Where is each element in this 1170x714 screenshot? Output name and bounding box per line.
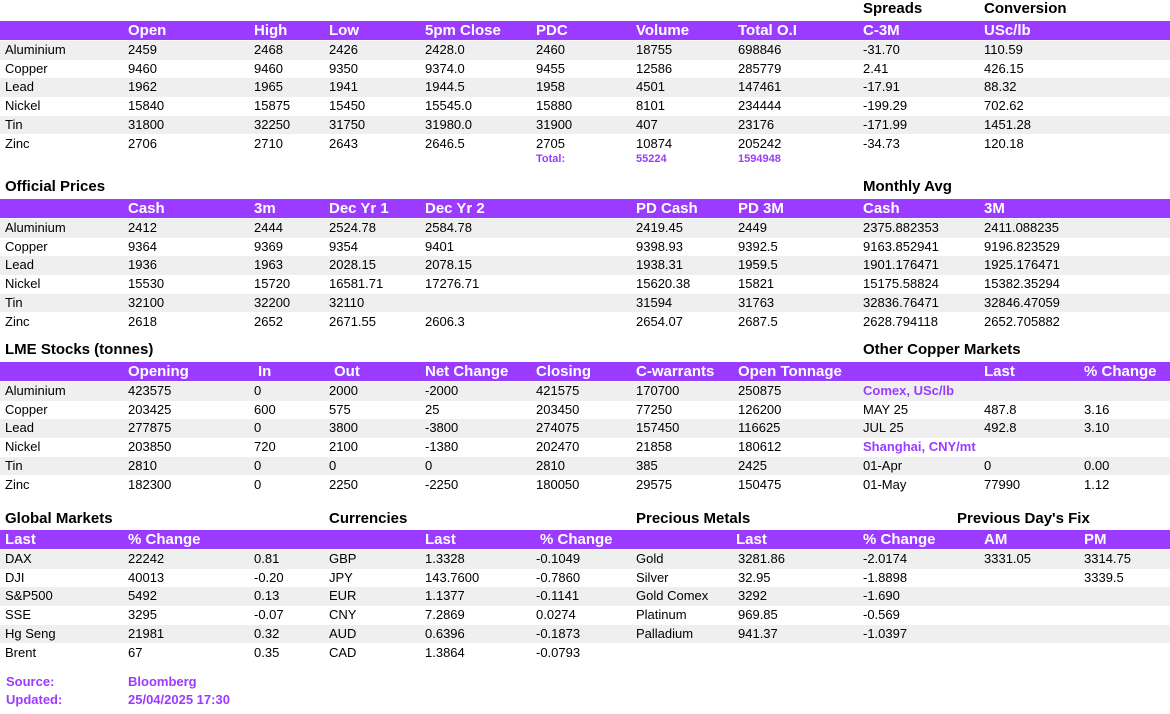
table-cell: 110.59 [984, 42, 1023, 57]
column-header: 3m [254, 200, 276, 217]
table-cell: 698846 [738, 42, 782, 57]
table-cell: 9401 [425, 238, 454, 254]
table-cell: 180612 [738, 439, 782, 455]
table-cell: 9369 [254, 238, 283, 254]
column-header: Net Change [425, 363, 509, 380]
table-cell: 0 [254, 383, 262, 398]
table-cell: 9460 [254, 60, 283, 76]
table-cell: -3800 [425, 420, 459, 436]
currency-label: CAD [329, 644, 357, 660]
column-header: Last [5, 531, 36, 548]
table-cell: 15821 [738, 276, 775, 292]
table-cell: 15382.35294 [984, 276, 1060, 292]
table-cell: 2100 [329, 439, 358, 455]
column-header: Last [425, 531, 456, 548]
updated-label: Updated: [6, 692, 63, 707]
table-cell: 2460 [536, 42, 565, 57]
table-cell: 2250 [329, 476, 358, 492]
table-cell: -171.99 [863, 116, 908, 132]
column-header: Total O.I [738, 22, 797, 39]
table-cell: 32100 [128, 294, 165, 310]
table-cell: 1901.176471 [863, 257, 939, 273]
table-cell: 15840 [128, 98, 165, 114]
column-header: Out [334, 363, 360, 380]
table-cell: 15450 [329, 98, 366, 114]
contract-label: JUL 25 [863, 420, 904, 436]
global-markets-title: Global Markets [5, 510, 113, 527]
table-cell: 385 [636, 457, 658, 473]
table-cell: 2028.15 [329, 257, 376, 273]
index-label: Hg Seng [5, 625, 56, 641]
table-cell: 2078.15 [425, 257, 472, 273]
column-header: Cash [128, 200, 165, 217]
precious-last: 32.95 [738, 569, 771, 585]
table-cell: 77250 [636, 401, 673, 417]
table-cell: 12586 [636, 60, 673, 76]
table-cell: 2.41 [863, 60, 889, 76]
precious-label: Gold [636, 551, 664, 566]
table-cell: 2810 [128, 457, 157, 473]
table-cell: 23176 [738, 116, 775, 132]
metal-label: Nickel [5, 276, 41, 292]
column-header: PDC [536, 22, 568, 39]
table-cell: 9392.5 [738, 238, 778, 254]
table-cell: 150475 [738, 476, 782, 492]
table-cell: 203425 [128, 401, 172, 417]
metal-label: Aluminium [5, 42, 66, 57]
table-cell: -31.70 [863, 42, 900, 57]
table-cell: 2584.78 [425, 220, 472, 235]
column-header: % Change [863, 531, 936, 548]
table-cell: 2468 [254, 42, 283, 57]
table-cell: 9460 [128, 60, 157, 76]
table-cell: 3800 [329, 420, 358, 436]
precious-change: -1.0397 [863, 625, 908, 641]
table-cell: 15880 [536, 98, 573, 114]
table-cell: 116625 [738, 420, 781, 436]
table-cell: 1965 [254, 79, 283, 95]
table-cell: 1936 [128, 257, 157, 273]
table-cell: 25 [425, 401, 440, 417]
table-cell: 2444 [254, 220, 283, 235]
last-value: 492.8 [984, 420, 1017, 436]
currency-label: GBP [329, 551, 357, 566]
fix-pm: 3314.75 [1084, 551, 1131, 566]
total-label: Total: [536, 153, 566, 165]
metal-label: Lead [5, 79, 34, 95]
currency-last: 1.3328 [425, 551, 465, 566]
index-change: -0.07 [254, 607, 284, 623]
percent-change: 3.16 [1084, 401, 1110, 417]
index-label: S&P500 [5, 588, 53, 604]
table-cell: 250875 [738, 383, 782, 398]
table-cell: 2426 [329, 42, 358, 57]
table-cell: 18755 [636, 42, 673, 57]
precious-label: Palladium [636, 625, 694, 641]
currency-last: 7.2869 [425, 607, 465, 623]
table-cell: 32110 [329, 294, 365, 310]
column-header: C-warrants [636, 363, 715, 380]
last-value: 487.8 [984, 401, 1017, 417]
table-cell: 182300 [128, 476, 172, 492]
row-stripe [0, 382, 1170, 401]
index-label: DJI [5, 569, 25, 585]
metal-label: Zinc [5, 135, 30, 151]
table-cell: 32846.47059 [984, 294, 1060, 310]
column-header: AM [984, 531, 1008, 548]
last-value: 77990 [984, 476, 1021, 492]
metal-label: Copper [5, 238, 48, 254]
last-value: 0 [984, 457, 992, 473]
table-cell: 2000 [329, 383, 358, 398]
currency-change: -0.0793 [536, 644, 581, 660]
column-header: Dec Yr 2 [425, 200, 485, 217]
column-header: % Change [1084, 363, 1157, 380]
table-cell: 203850 [128, 439, 172, 455]
table-cell: 205242 [738, 135, 782, 151]
column-header: % Change [540, 531, 613, 548]
index-change: 0.32 [254, 625, 280, 641]
table-cell: 1941 [329, 79, 358, 95]
table-cell: 2412 [128, 220, 157, 235]
table-cell: 31800 [128, 116, 165, 132]
metal-label: Lead [5, 420, 34, 436]
total-oi: 1594948 [738, 153, 781, 165]
table-cell: 2706 [128, 135, 157, 151]
table-cell: 1944.5 [425, 79, 465, 95]
precious-last: 941.37 [738, 625, 778, 641]
currency-label: EUR [329, 588, 357, 604]
column-header: Last [984, 363, 1015, 380]
metal-label: Copper [5, 60, 48, 76]
column-header: PD 3M [738, 200, 784, 217]
currency-label: AUD [329, 625, 357, 641]
table-cell: 1958 [536, 79, 565, 95]
index-label: Brent [5, 644, 37, 660]
table-cell: 421575 [536, 383, 580, 398]
table-cell: 9354 [329, 238, 358, 254]
column-header: 3M [984, 200, 1005, 217]
table-cell: 17276.71 [425, 276, 480, 292]
currency-last: 1.3864 [425, 644, 465, 660]
lme-stocks-title: LME Stocks (tonnes) [5, 341, 154, 358]
currency-change: -0.7860 [536, 569, 581, 585]
column-header: In [258, 363, 272, 380]
source-value: Bloomberg [128, 674, 197, 689]
precious-change: -2.0174 [863, 551, 908, 566]
metal-label: Tin [5, 457, 23, 473]
metal-label: Tin [5, 116, 23, 132]
table-cell: 426.15 [984, 60, 1024, 76]
column-header: C-3M [863, 22, 900, 39]
table-cell: 407 [636, 116, 658, 132]
official-prices-title: Official Prices [5, 178, 106, 195]
table-cell: 15720 [254, 276, 291, 292]
updated-value: 25/04/2025 17:30 [128, 692, 230, 707]
table-cell: 9364 [128, 238, 157, 254]
table-cell: 9196.823529 [984, 238, 1060, 254]
index-last: 67 [128, 644, 143, 660]
table-cell: -17.91 [863, 79, 900, 95]
table-cell: 31900 [536, 116, 573, 132]
index-change: -0.20 [254, 569, 284, 585]
table-cell: 15875 [254, 98, 291, 114]
row-stripe [0, 457, 1170, 476]
table-cell: 2654.07 [636, 313, 683, 329]
table-cell: 2419.45 [636, 220, 683, 235]
table-cell: 170700 [636, 383, 680, 398]
table-cell: 32200 [254, 294, 291, 310]
table-cell: 4501 [636, 79, 665, 95]
table-cell: 9350 [329, 60, 358, 76]
fix-pm: 3339.5 [1084, 569, 1124, 585]
row-stripe [0, 587, 1170, 606]
table-cell: -2000 [425, 383, 459, 398]
fix-am: 3331.05 [984, 551, 1031, 566]
precious-label: Platinum [636, 607, 687, 623]
metal-label: Tin [5, 294, 23, 310]
index-label: DAX [5, 551, 32, 566]
table-cell: 32836.76471 [863, 294, 939, 310]
table-cell: 9374.0 [425, 60, 465, 76]
table-cell: 1962 [128, 79, 157, 95]
metal-label: Lead [5, 257, 34, 273]
table-cell: 180050 [536, 476, 580, 492]
contract-label: 01-Apr [863, 457, 903, 473]
table-cell: 0 [425, 457, 433, 473]
table-cell: 1963 [254, 257, 283, 273]
column-header: % Change [128, 531, 201, 548]
total-volume: 55224 [636, 153, 667, 165]
precious-label: Gold Comex [636, 588, 709, 604]
currency-label: JPY [329, 569, 353, 585]
column-header: Closing [536, 363, 591, 380]
table-cell: 1451.28 [984, 116, 1031, 132]
currency-last: 143.7600 [425, 569, 480, 585]
table-cell: 720 [254, 439, 276, 455]
table-cell: 10874 [636, 135, 673, 151]
metal-label: Aluminium [5, 220, 66, 235]
table-cell: 2425 [738, 457, 767, 473]
spreads-title: Spreads [863, 0, 923, 17]
monthly-avg-title: Monthly Avg [863, 178, 952, 195]
currency-change: -0.1141 [536, 588, 580, 604]
column-header: PM [1084, 531, 1107, 548]
currency-change: -0.1049 [536, 551, 581, 566]
table-cell: 31763 [738, 294, 775, 310]
currency-last: 1.1377 [425, 588, 465, 604]
precious-change: -1.690 [863, 588, 900, 604]
conversion-title: Conversion [984, 0, 1067, 17]
column-header: USc/lb [984, 22, 1031, 39]
table-cell: 2671.55 [329, 313, 376, 329]
precious-last: 3281.86 [738, 551, 785, 566]
index-last: 5492 [128, 588, 157, 604]
table-cell: 2411.088235 [984, 220, 1059, 235]
table-cell: 31750 [329, 116, 366, 132]
column-header: PD Cash [636, 200, 698, 217]
table-cell: 1925.176471 [984, 257, 1060, 273]
table-cell: 32250 [254, 116, 291, 132]
column-header: Volume [636, 22, 690, 39]
table-cell: 2710 [254, 135, 283, 151]
precious-label: Silver [636, 569, 669, 585]
percent-change: 0.00 [1084, 457, 1110, 473]
table-cell: 9163.852941 [863, 238, 939, 254]
precious-change: -1.8898 [863, 569, 908, 585]
contract-label: MAY 25 [863, 401, 909, 417]
table-cell: 234444 [738, 98, 782, 114]
table-cell: -199.29 [863, 98, 908, 114]
currency-label: CNY [329, 607, 357, 623]
metal-label: Zinc [5, 476, 30, 492]
table-cell: 15530 [128, 276, 165, 292]
table-cell: 15175.58824 [863, 276, 939, 292]
currency-change: 0.0274 [536, 607, 576, 623]
precious-last: 3292 [738, 588, 767, 604]
column-header: Dec Yr 1 [329, 200, 389, 217]
metal-label: Nickel [5, 98, 41, 114]
currency-change: -0.1873 [536, 625, 581, 641]
metal-label: Copper [5, 401, 48, 417]
table-cell: 2524.78 [329, 220, 376, 235]
table-cell: 600 [254, 401, 276, 417]
table-cell: 423575 [128, 383, 172, 398]
table-cell: 31980.0 [425, 116, 472, 132]
table-cell: 2459 [128, 42, 157, 57]
percent-change: 1.12 [1084, 476, 1110, 492]
table-cell: 9398.93 [636, 238, 683, 254]
index-change: 0.13 [254, 588, 280, 604]
table-cell: 147461 [738, 79, 782, 95]
table-cell: 120.18 [984, 135, 1024, 151]
metal-label: Aluminium [5, 383, 66, 398]
column-header: Low [329, 22, 359, 39]
table-cell: 702.62 [984, 98, 1024, 114]
table-cell: -34.73 [863, 135, 900, 151]
other-copper-title: Other Copper Markets [863, 341, 1021, 358]
index-last: 40013 [128, 569, 165, 585]
previous-fix-title: Previous Day's Fix [957, 510, 1090, 527]
column-header: Open [128, 22, 167, 39]
table-cell: 9455 [536, 60, 565, 76]
precious-change: -0.569 [863, 607, 900, 623]
metal-label: Nickel [5, 439, 41, 455]
table-cell: 2810 [536, 457, 565, 473]
table-cell: 8101 [636, 98, 665, 114]
table-cell: 16581.71 [329, 276, 384, 292]
table-cell: -2250 [425, 476, 459, 492]
table-cell: 2628.794118 [863, 313, 938, 329]
table-cell: 2428.0 [425, 42, 465, 57]
column-header: Cash [863, 200, 900, 217]
table-cell: 203450 [536, 401, 580, 417]
table-cell: 2652 [254, 313, 283, 329]
table-cell: 15545.0 [425, 98, 472, 114]
table-cell: 2705 [536, 135, 565, 151]
column-header: Opening [128, 363, 189, 380]
table-cell: 2449 [738, 220, 767, 235]
table-cell: 29575 [636, 476, 673, 492]
table-cell: -1380 [425, 439, 459, 455]
index-change: 0.35 [254, 644, 280, 660]
table-cell: 0 [254, 457, 262, 473]
index-change: 0.81 [254, 551, 280, 566]
table-cell: 575 [329, 401, 351, 417]
table-cell: 2652.705882 [984, 313, 1060, 329]
source-label: Source: [6, 674, 55, 689]
column-header: 5pm Close [425, 22, 501, 39]
table-cell: 126200 [738, 401, 782, 417]
precious-metals-title: Precious Metals [636, 510, 751, 527]
precious-last: 969.85 [738, 607, 778, 623]
index-last: 22242 [128, 551, 165, 566]
table-cell: 1938.31 [636, 257, 683, 273]
table-cell: 0 [329, 457, 337, 473]
table-cell: 2618 [128, 313, 157, 329]
market-subheader: Comex, USc/lb [863, 383, 955, 398]
percent-change: 3.10 [1084, 420, 1110, 436]
row-stripe [0, 625, 1170, 644]
table-cell: 2643 [329, 135, 358, 151]
table-cell: 2687.5 [738, 313, 778, 329]
table-cell: 31594 [636, 294, 673, 310]
table-cell: 0 [254, 476, 262, 492]
table-cell: 0 [254, 420, 262, 436]
table-cell: 202470 [536, 439, 580, 455]
index-label: SSE [5, 607, 32, 623]
index-last: 21981 [128, 625, 165, 641]
table-cell: 2606.3 [425, 313, 465, 329]
market-subheader: Shanghai, CNY/mt [863, 439, 976, 455]
metal-label: Zinc [5, 313, 30, 329]
table-cell: 285779 [738, 60, 782, 76]
table-cell: 88.32 [984, 79, 1017, 95]
index-last: 3295 [128, 607, 157, 623]
contract-label: 01-May [863, 476, 907, 492]
column-header: Last [736, 531, 767, 548]
table-cell: 2375.882353 [863, 220, 939, 235]
currency-last: 0.6396 [425, 625, 465, 641]
table-cell: 21858 [636, 439, 673, 455]
column-header: High [254, 22, 288, 39]
table-cell: 1959.5 [738, 257, 778, 273]
table-cell: 15620.38 [636, 276, 691, 292]
table-cell: 277875 [128, 420, 172, 436]
currencies-title: Currencies [329, 510, 408, 527]
column-header: Open Tonnage [738, 363, 842, 380]
table-cell: 2646.5 [425, 135, 465, 151]
table-cell: 274075 [536, 420, 580, 436]
table-cell: 157450 [636, 420, 680, 436]
